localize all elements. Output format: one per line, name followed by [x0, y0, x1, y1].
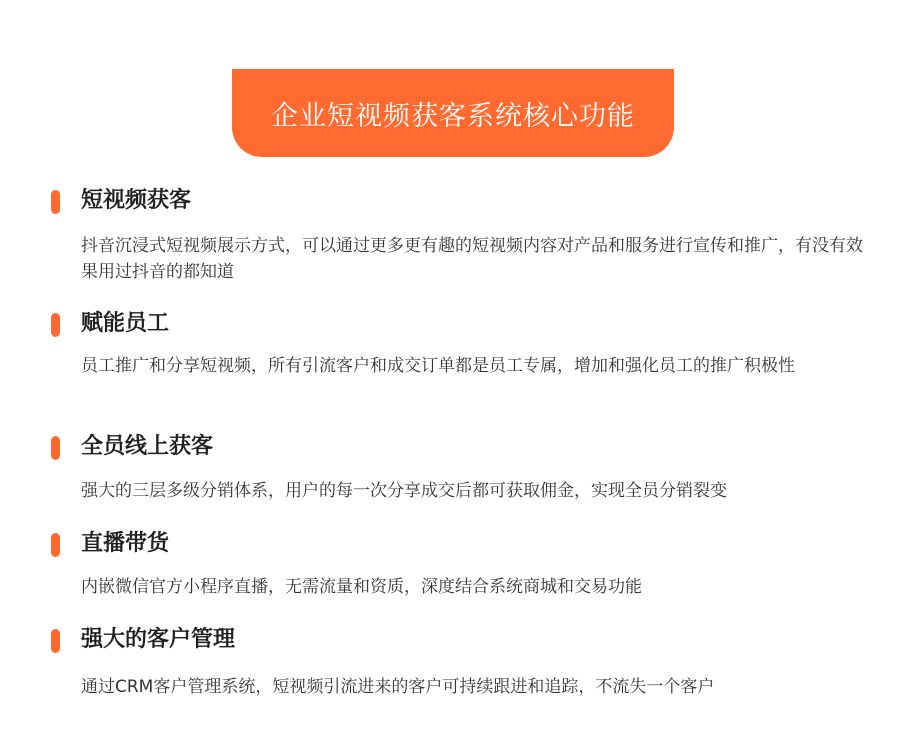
accent-marker	[51, 313, 60, 337]
page-title: 企业短视频获客系统核心功能	[271, 100, 635, 132]
feature-description: 员工推广和分享短视频，所有引流客户和成交订单都是员工专属，增加和强化员工的推广积极性	[81, 356, 795, 376]
feature-title: 全员线上获客	[81, 434, 214, 459]
accent-marker	[51, 533, 60, 557]
accent-marker	[51, 190, 60, 214]
accent-marker	[51, 629, 60, 653]
feature-title: 直播带货	[81, 531, 170, 556]
feature-description: 通过CRM客户管理系统，短视频引流进来的客户可持续跟进和追踪，不流失一个客户	[81, 677, 715, 697]
feature-title: 强大的客户管理	[81, 627, 236, 652]
feature-description: 内嵌微信官方小程序直播，无需流量和资质，深度结合系统商城和交易功能	[81, 577, 642, 597]
feature-description: 强大的三层多级分销体系，用户的每一次分享成交后都可获取佣金，实现全员分销裂变	[81, 481, 727, 501]
feature-title: 短视频获客	[81, 188, 192, 213]
feature-title: 赋能员工	[81, 311, 170, 336]
accent-marker	[51, 436, 60, 460]
feature-description: 抖音沉浸式短视频展示方式，可以通过更多更有趣的短视频内容对产品和服务进行宣传和推广，有没有效果用过抖音的都知道	[81, 236, 863, 282]
